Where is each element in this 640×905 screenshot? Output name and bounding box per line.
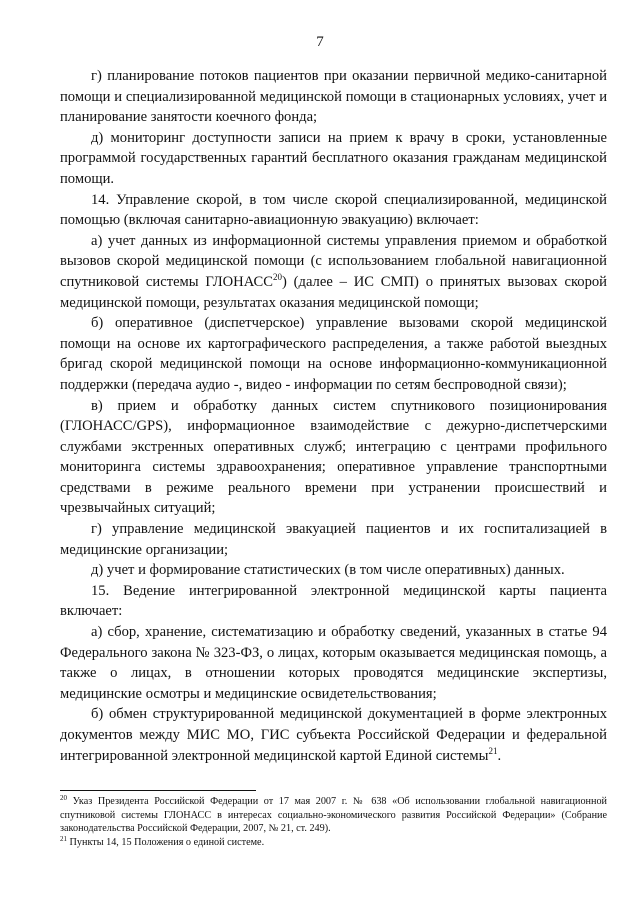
- paragraph-text-part: .: [497, 747, 502, 764]
- page-number: 7: [316, 34, 324, 50]
- paragraph-section-14-heading: 14. Управление скорой, в том числе скорой специализированной, медицинской помощью (включая санитарно-авиационную эвакуацию) включает:: [60, 191, 607, 229]
- footnote-21: [60, 836, 607, 850]
- paragraph-patient-flow-planning: г) планирование потоков пациентов при оказании первичной медико-санитарной помощи и специализированной медицинской помощи в стационарных условиях, учет и планирование занятости коечного фонда;: [60, 68, 607, 126]
- footnote-20: [60, 795, 607, 836]
- footnote-ref-20[interactable]: 20: [273, 271, 282, 282]
- paragraph-text-part: ) (далее – ИС СМП) о принятых вызовах скорой медицинской помощи, результатах оказания медицинской помощи;: [60, 273, 607, 311]
- footnote-marker: 20: [60, 794, 67, 802]
- paragraph-document-exchange: [60, 704, 607, 766]
- paragraph-section-15-heading: 15. Ведение интегрированной электронной медицинской карты пациента включает:: [60, 582, 607, 620]
- document-body: [60, 66, 607, 766]
- paragraph-statistics: д) учет и формирование статистических (в том числе оперативных) данных.: [91, 562, 565, 579]
- paragraph-medical-evacuation: г) управление медицинской эвакуацией пациентов и их госпитализацией в медицинские организации;: [60, 521, 607, 558]
- paragraph-data-collection: а) сбор, хранение, систематизацию и обработку сведений, указанных в статье 94 Федерального закона № 323-ФЗ, о лицах, которым оказывается медицинская помощь, а также о лицах, в отношении которых проводятся медицинские экспертизы, медицинские осмотры и медицинские освидетельствования;: [60, 624, 607, 702]
- footnote-ref-21[interactable]: 21: [488, 745, 498, 756]
- footnote-marker: 21: [60, 834, 67, 843]
- footnote-text: Пункты 14, 15 Положения о единой системе.: [67, 836, 265, 848]
- paragraph-appointment-monitoring: д) мониторинг доступности записи на прием к врачу в сроки, установленные программой государственных гарантий бесплатного оказания гражданам медицинской помощи.: [60, 129, 607, 187]
- footnote-divider: [60, 790, 256, 791]
- paragraph-call-data-accounting: [60, 231, 607, 313]
- paragraph-satellite-positioning: в) прием и обработку данных систем спутникового позиционирования (ГЛОНАСС/GPS), информационное взаимодействие с дежурно-диспетчерскими службами экстренных оперативных служб; интеграцию с центрами профильного мониторинга системы здравоохранения; оперативное управление транспортными средствами в режиме реального времени при устранении происшествий и чрезвычайных ситуаций;: [60, 397, 607, 517]
- paragraph-text-part: а) учет данных из информационной системы управления приемом и обработкой вызовов скорой медицинской помощи (с использованием глобальной навигационной спутниковой системы ГЛОНАСС: [60, 232, 607, 290]
- paragraph-text-part: б) обмен структурированной медицинской документацией в форме электронных документов между МИС МО, ГИС субъекта Российской Федерации и федеральной интегрированной электронной медицинской картой Единой системы: [60, 706, 607, 764]
- paragraph-dispatch-management: б) оперативное (диспетчерское) управление вызовами скорой медицинской помощи на основе их картографического распределения, а также работой выездных бригад скорой медицинской помощи на основе информационно-коммуникационной поддержки (передача аудио -, видео - информации по сетям беспроводной связи);: [60, 315, 607, 393]
- footnotes: [60, 795, 607, 849]
- footnote-text: Указ Президента Российской Федерации от 17 мая 2007 г. № 638 «Об использовании глобальной навигационной спутниковой системы ГЛОНАСС в интересах социально-экономического развития Российской Федерации» (Собрание законодательства Российской Федерации, 2007, № 21, ст. 249).: [60, 796, 607, 835]
